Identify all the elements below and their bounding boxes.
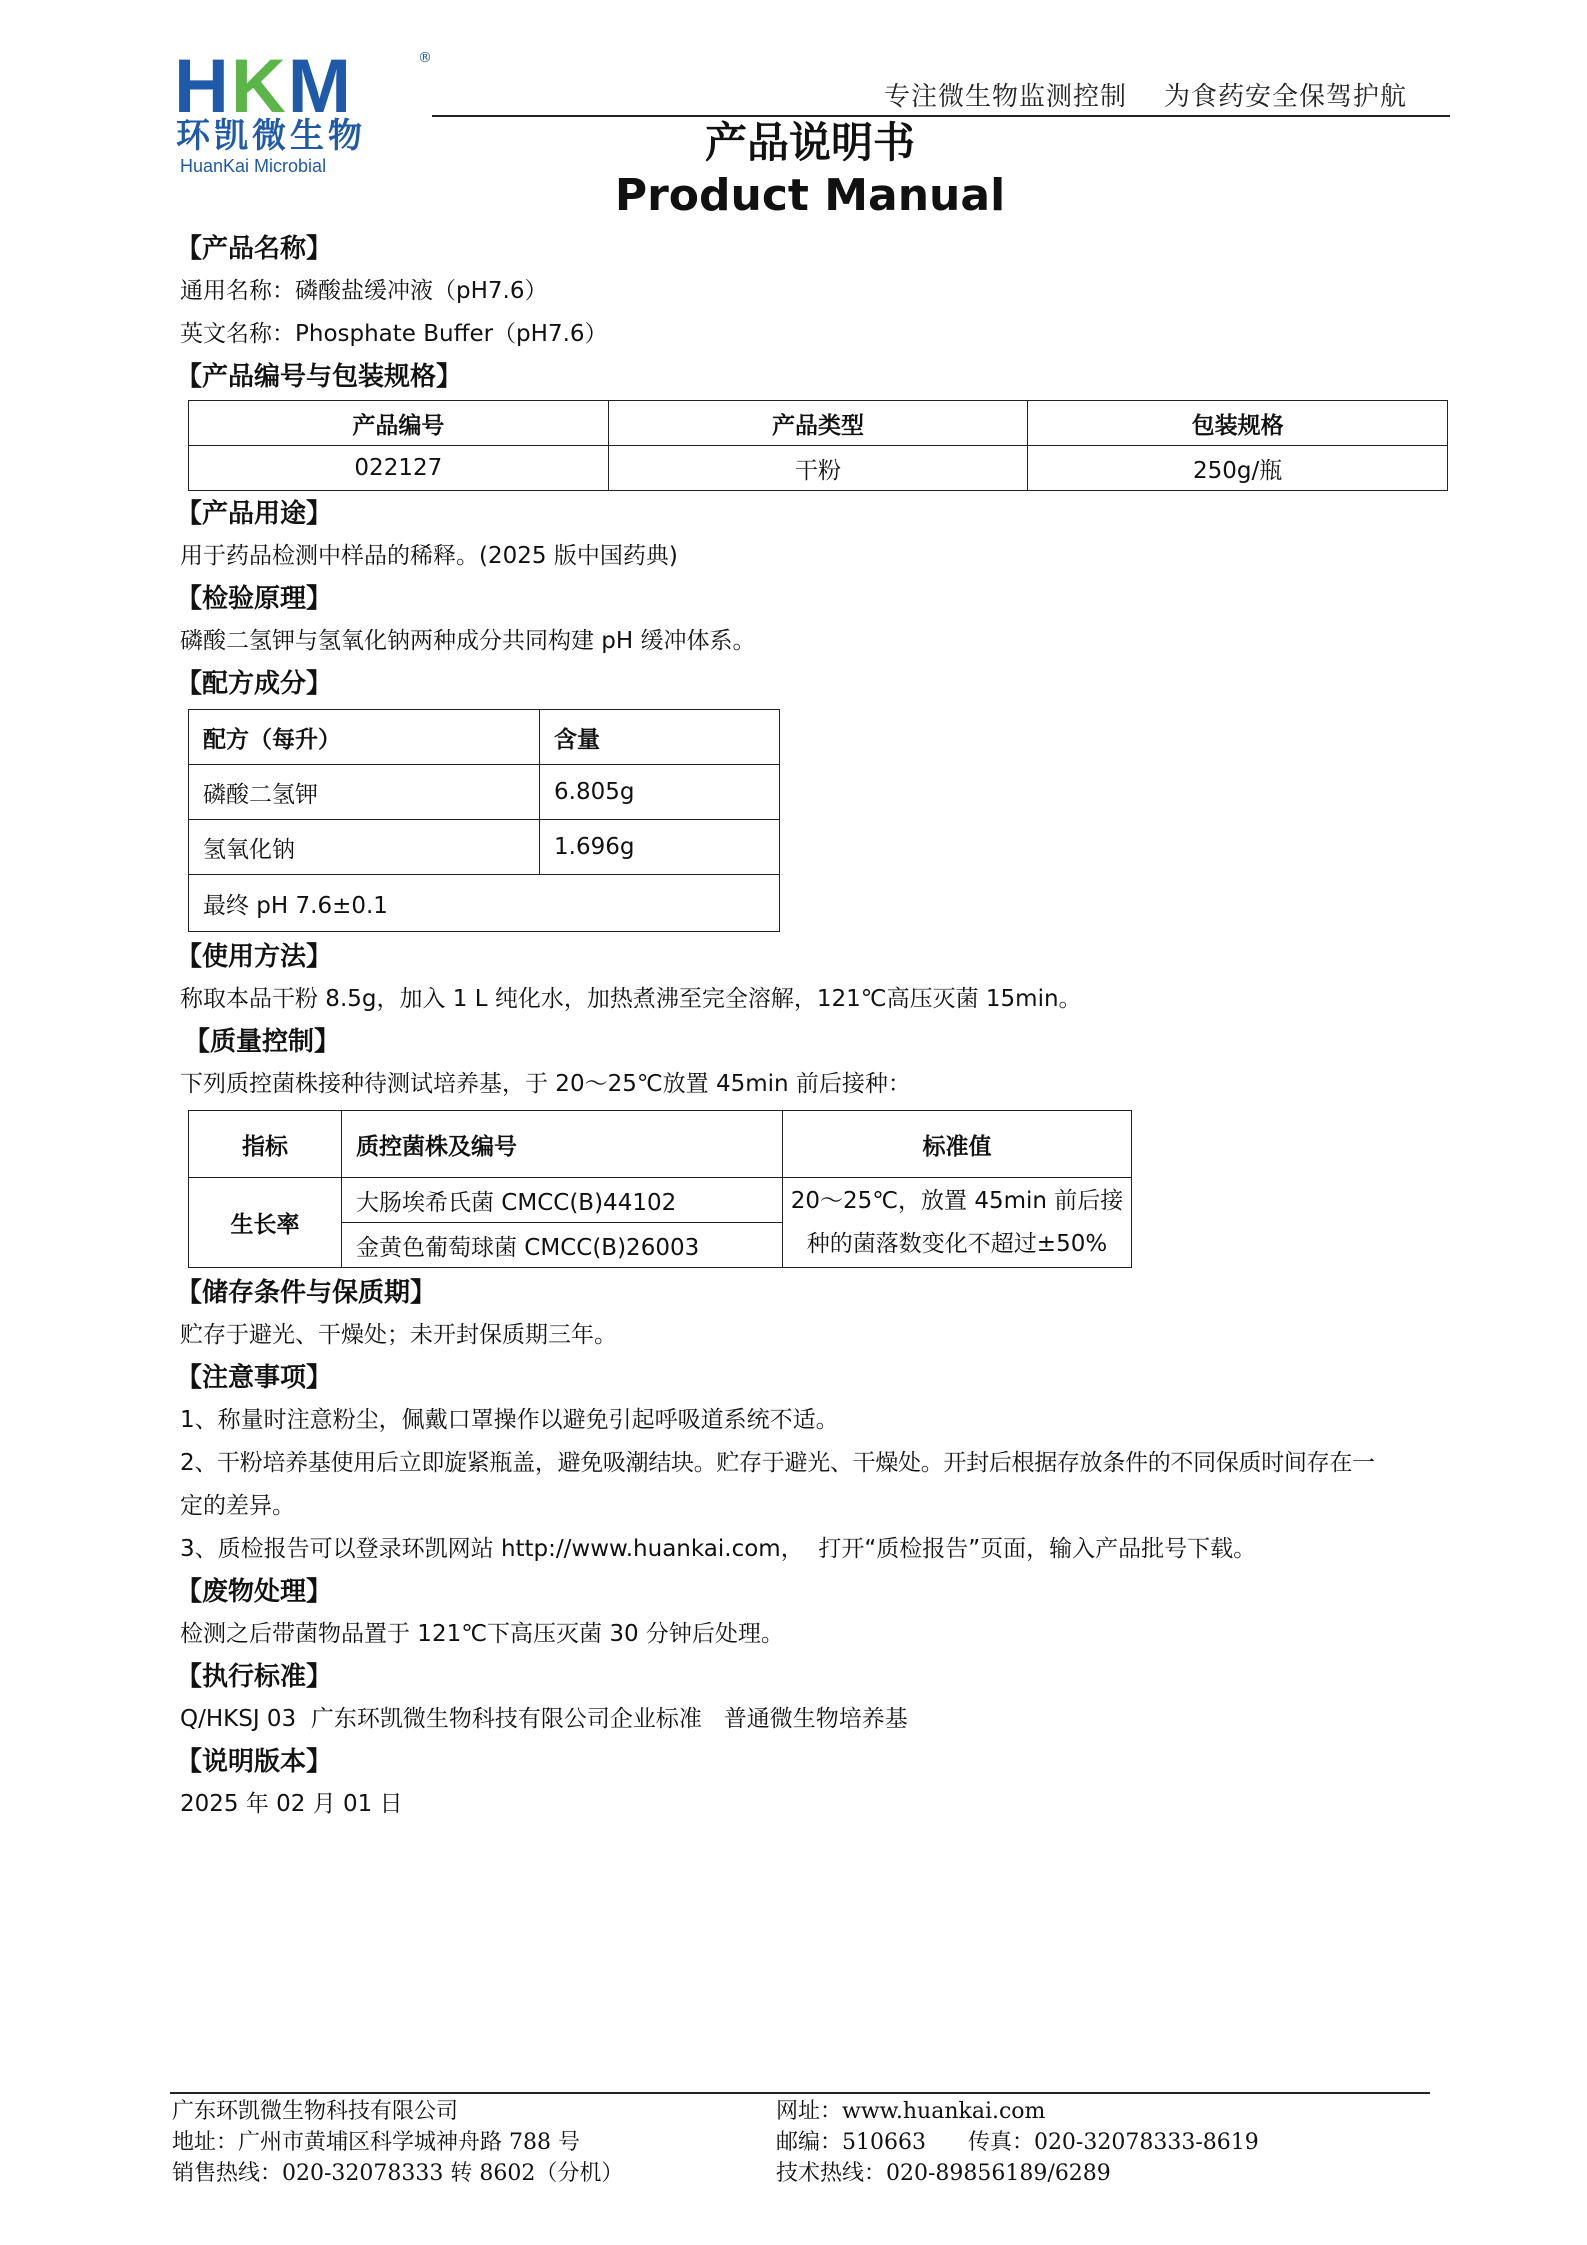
- principle-text: 磷酸二氢钾与氢氧化钠两种成分共同构建 pH 缓冲体系。: [180, 628, 756, 654]
- logo-chinese-name: 环凯微生物: [176, 116, 366, 156]
- ingredient-name: 磷酸二氢钾: [189, 765, 540, 820]
- section-heading-standard: 【执行标准】: [176, 1662, 333, 1692]
- usage-text: 用于药品检测中样品的稀释。(2025 版中国药典): [180, 543, 678, 569]
- section-heading-waste: 【废物处理】: [176, 1577, 333, 1607]
- footer-website: 网址：www.huankai.com: [776, 2099, 1046, 2124]
- footer-tech-hotline: 技术热线：020-89856189/6289: [776, 2161, 1111, 2186]
- table-row: [189, 1178, 1132, 1223]
- section-heading-storage: 【储存条件与保质期】: [176, 1278, 437, 1308]
- registered-mark: ®: [418, 50, 432, 66]
- header-divider: [432, 115, 1450, 117]
- quality-control-table: [188, 1110, 1132, 1268]
- waste-text: 检测之后带菌物品置于 121℃下高压灭菌 30 分钟后处理。: [180, 1621, 784, 1647]
- cell-type: 干粉: [608, 446, 1028, 491]
- final-ph: 最终 pH 7.6±0.1: [189, 875, 780, 932]
- cell-pack: 250g/瓶: [1028, 446, 1448, 491]
- footer-company: 广东环凯微生物科技有限公司: [172, 2099, 459, 2124]
- common-name: 通用名称：磷酸盐缓冲液（pH7.6）: [180, 278, 548, 304]
- footer-divider: [170, 2092, 1430, 2094]
- indicator-growth-rate: 生长率: [189, 1178, 342, 1268]
- header-standard: 标准值: [783, 1111, 1132, 1178]
- logo-letters: HKM: [174, 44, 354, 129]
- section-heading-formula: 【配方成分】: [176, 669, 333, 699]
- method-text: 称取本品干粉 8.5g，加入 1 L 纯化水，加热煮沸至完全溶解，121℃高压灭菌 15min。: [180, 986, 1082, 1012]
- section-heading-name: 【产品名称】: [176, 234, 333, 264]
- cell-code: 022127: [189, 446, 609, 491]
- section-heading-qc: 【质量控制】: [184, 1027, 341, 1057]
- section-heading-principle: 【检验原理】: [176, 584, 333, 614]
- standard-line-2: 种的菌落数变化不超过±50%: [806, 1230, 1108, 1257]
- table-row: [189, 820, 780, 875]
- header-strain: 质控菌株及编号: [342, 1111, 783, 1178]
- standard-line-1: 20～25℃，放置 45min 前后接: [790, 1187, 1124, 1214]
- header-formula: 配方（每升）: [189, 710, 540, 765]
- product-code-table: [188, 400, 1448, 491]
- page-title-chinese: 产品说明书: [704, 118, 915, 167]
- qc-intro: 下列质控菌株接种待测试培养基，于 20～25℃放置 45min 前后接种：: [180, 1071, 911, 1097]
- header-code: 产品编号: [189, 401, 609, 446]
- formula-table: [188, 709, 780, 932]
- ingredient-amount: 1.696g: [540, 820, 780, 875]
- footer-right: [776, 2096, 1259, 2189]
- standard-text: Q/HKSJ 03 广东环凯微生物科技有限公司企业标准 普通微生物培养基: [180, 1706, 908, 1732]
- table-row: [189, 765, 780, 820]
- header-amount: 含量: [540, 710, 780, 765]
- footer-left: [172, 2096, 623, 2189]
- page-title-english: Product Manual: [614, 170, 1006, 221]
- table-header-row: [189, 1111, 1132, 1178]
- note-item: 3、质检报告可以登录环凯网站 http://www.huankai.com， 打开“质检报告”页面，输入产品批号下载。: [180, 1536, 1257, 1562]
- header-pack: 包装规格: [1028, 401, 1448, 446]
- footer-sales-hotline: 销售热线：020-32078333 转 8602（分机）: [172, 2161, 624, 2186]
- table-row: [189, 446, 1448, 491]
- strain-ecoli: 大肠埃希氏菌 CMCC(B)44102: [342, 1178, 783, 1223]
- storage-text: 贮存于避光、干燥处；未开封保质期三年。: [180, 1322, 617, 1348]
- note-item: 1、称量时注意粉尘，佩戴口罩操作以避免引起呼吸道系统不适。: [180, 1407, 839, 1433]
- header-type: 产品类型: [608, 401, 1028, 446]
- version-text: 2025 年 02 月 01 日: [180, 1791, 403, 1817]
- table-header-row: [189, 710, 780, 765]
- section-heading-method: 【使用方法】: [176, 942, 333, 972]
- section-heading-usage: 【产品用途】: [176, 499, 333, 529]
- footer-postal-fax: 邮编：510663 传真：020-32078333-8619: [776, 2130, 1259, 2155]
- standard-value: [783, 1178, 1132, 1268]
- ingredient-name: 氢氧化钠: [189, 820, 540, 875]
- section-heading-notes: 【注意事项】: [176, 1363, 333, 1393]
- note-item: 定的差异。: [180, 1493, 295, 1519]
- header-indicator: 指标: [189, 1111, 342, 1178]
- strain-saureus: 金黄色葡萄球菌 CMCC(B)26003: [342, 1223, 783, 1268]
- english-name: 英文名称：Phosphate Buffer（pH7.6）: [180, 321, 608, 347]
- section-heading-version: 【说明版本】: [176, 1747, 333, 1777]
- note-item: 2、干粉培养基使用后立即旋紧瓶盖，避免吸潮结块。贮存于避光、干燥处。开封后根据存放条件的不同保质时间存在一: [180, 1450, 1375, 1476]
- table-header-row: [189, 401, 1448, 446]
- logo-english-name: HuanKai Microbial: [180, 156, 327, 176]
- section-heading-code: 【产品编号与包装规格】: [176, 362, 463, 392]
- slogan: 专注微生物监测控制 为食药安全保驾护航: [883, 82, 1407, 112]
- footer-address: 地址：广州市黄埔区科学城神舟路 788 号: [172, 2130, 580, 2155]
- table-row: [189, 875, 780, 932]
- manual-content: [176, 228, 1450, 1826]
- ingredient-amount: 6.805g: [540, 765, 780, 820]
